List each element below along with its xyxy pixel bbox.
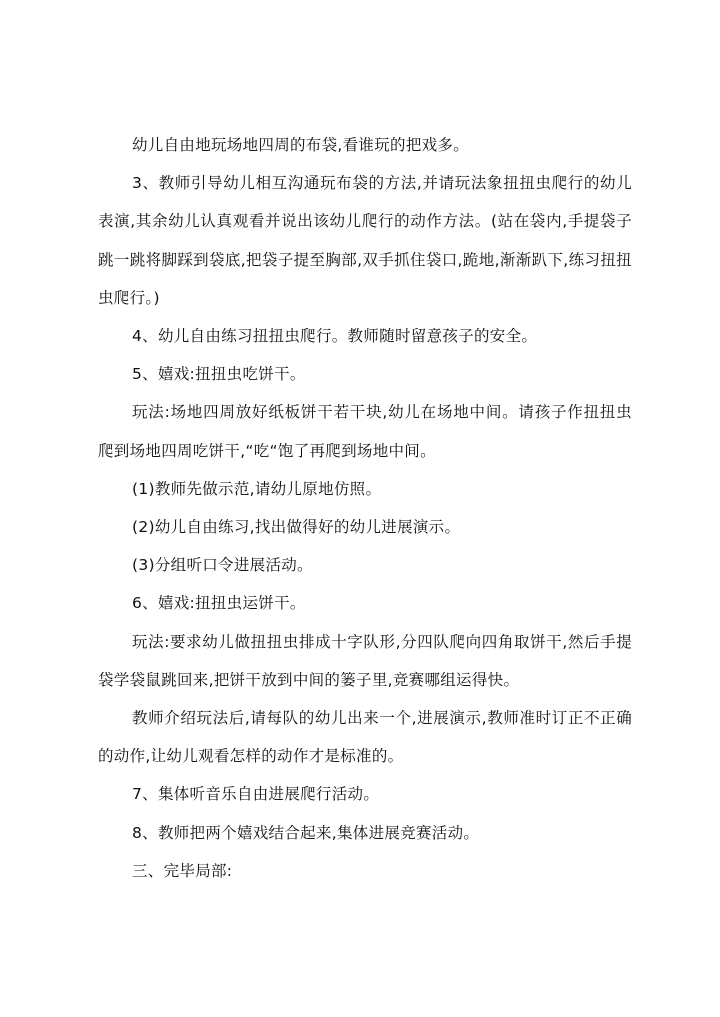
paragraph-step-4: 4、幼儿自由练习扭扭虫爬行。教师随时留意孩子的安全。 [132,327,538,346]
paragraph-step-8: 8、教师把两个嬉戏结合起来,集体进展竞赛活动。 [132,823,480,842]
paragraph-step-6: 6、嬉戏:扭扭虫运饼干。 [132,594,306,613]
paragraph-demonstration: 教师介绍玩法后,请每队的幼儿出来一个,进展演示,教师准时订正不正确的动作,让幼儿观看怎样的动作才是标准的。 [98,709,632,766]
paragraph-game-1-rules: 玩法:场地四周放好纸板饼干若干块,幼儿在场地中间。请孩子作扭扭虫爬到场地四周吃饼干,“吃“饱了再爬到场地中间。 [98,403,632,460]
section-heading-ending: 三、完毕局部: [132,861,233,880]
paragraph-step-5: 5、嬉戏:扭扭虫吃饼干。 [132,365,306,384]
paragraph-substep-3: (3)分组听口令进展活动。 [132,556,313,575]
paragraph-substep-2: (2)幼儿自由练习,找出做得好的幼儿进展演示。 [132,518,461,537]
paragraph-substep-1: (1)教师先做示范,请幼儿原地仿照。 [132,479,382,498]
paragraph-game-2-rules: 玩法:要求幼儿做扭扭虫排成十字队形,分四队爬向四角取饼干,然后手提袋学袋鼠跳回来,把饼干放到中间的篓子里,竞赛哪组运得快。 [98,632,632,689]
paragraph-step-7: 7、集体听音乐自由进展爬行活动。 [132,785,380,804]
paragraph-step-3: 3、教师引导幼儿相互沟通玩布袋的方法,并请玩法象扭扭虫爬行的幼儿表演,其余幼儿认真观看并说出该幼儿爬行的动作方法。(站在袋内,手提袋子跳一跳将脚踩到袋底,把袋子提至胸部,双手抓住袋口,跪地,渐渐趴下,练习扭扭虫爬行。) [98,174,632,307]
paragraph-free-play: 幼儿自由地玩场地四周的布袋,看谁玩的把戏多。 [132,136,470,154]
document-body [98,126,632,890]
